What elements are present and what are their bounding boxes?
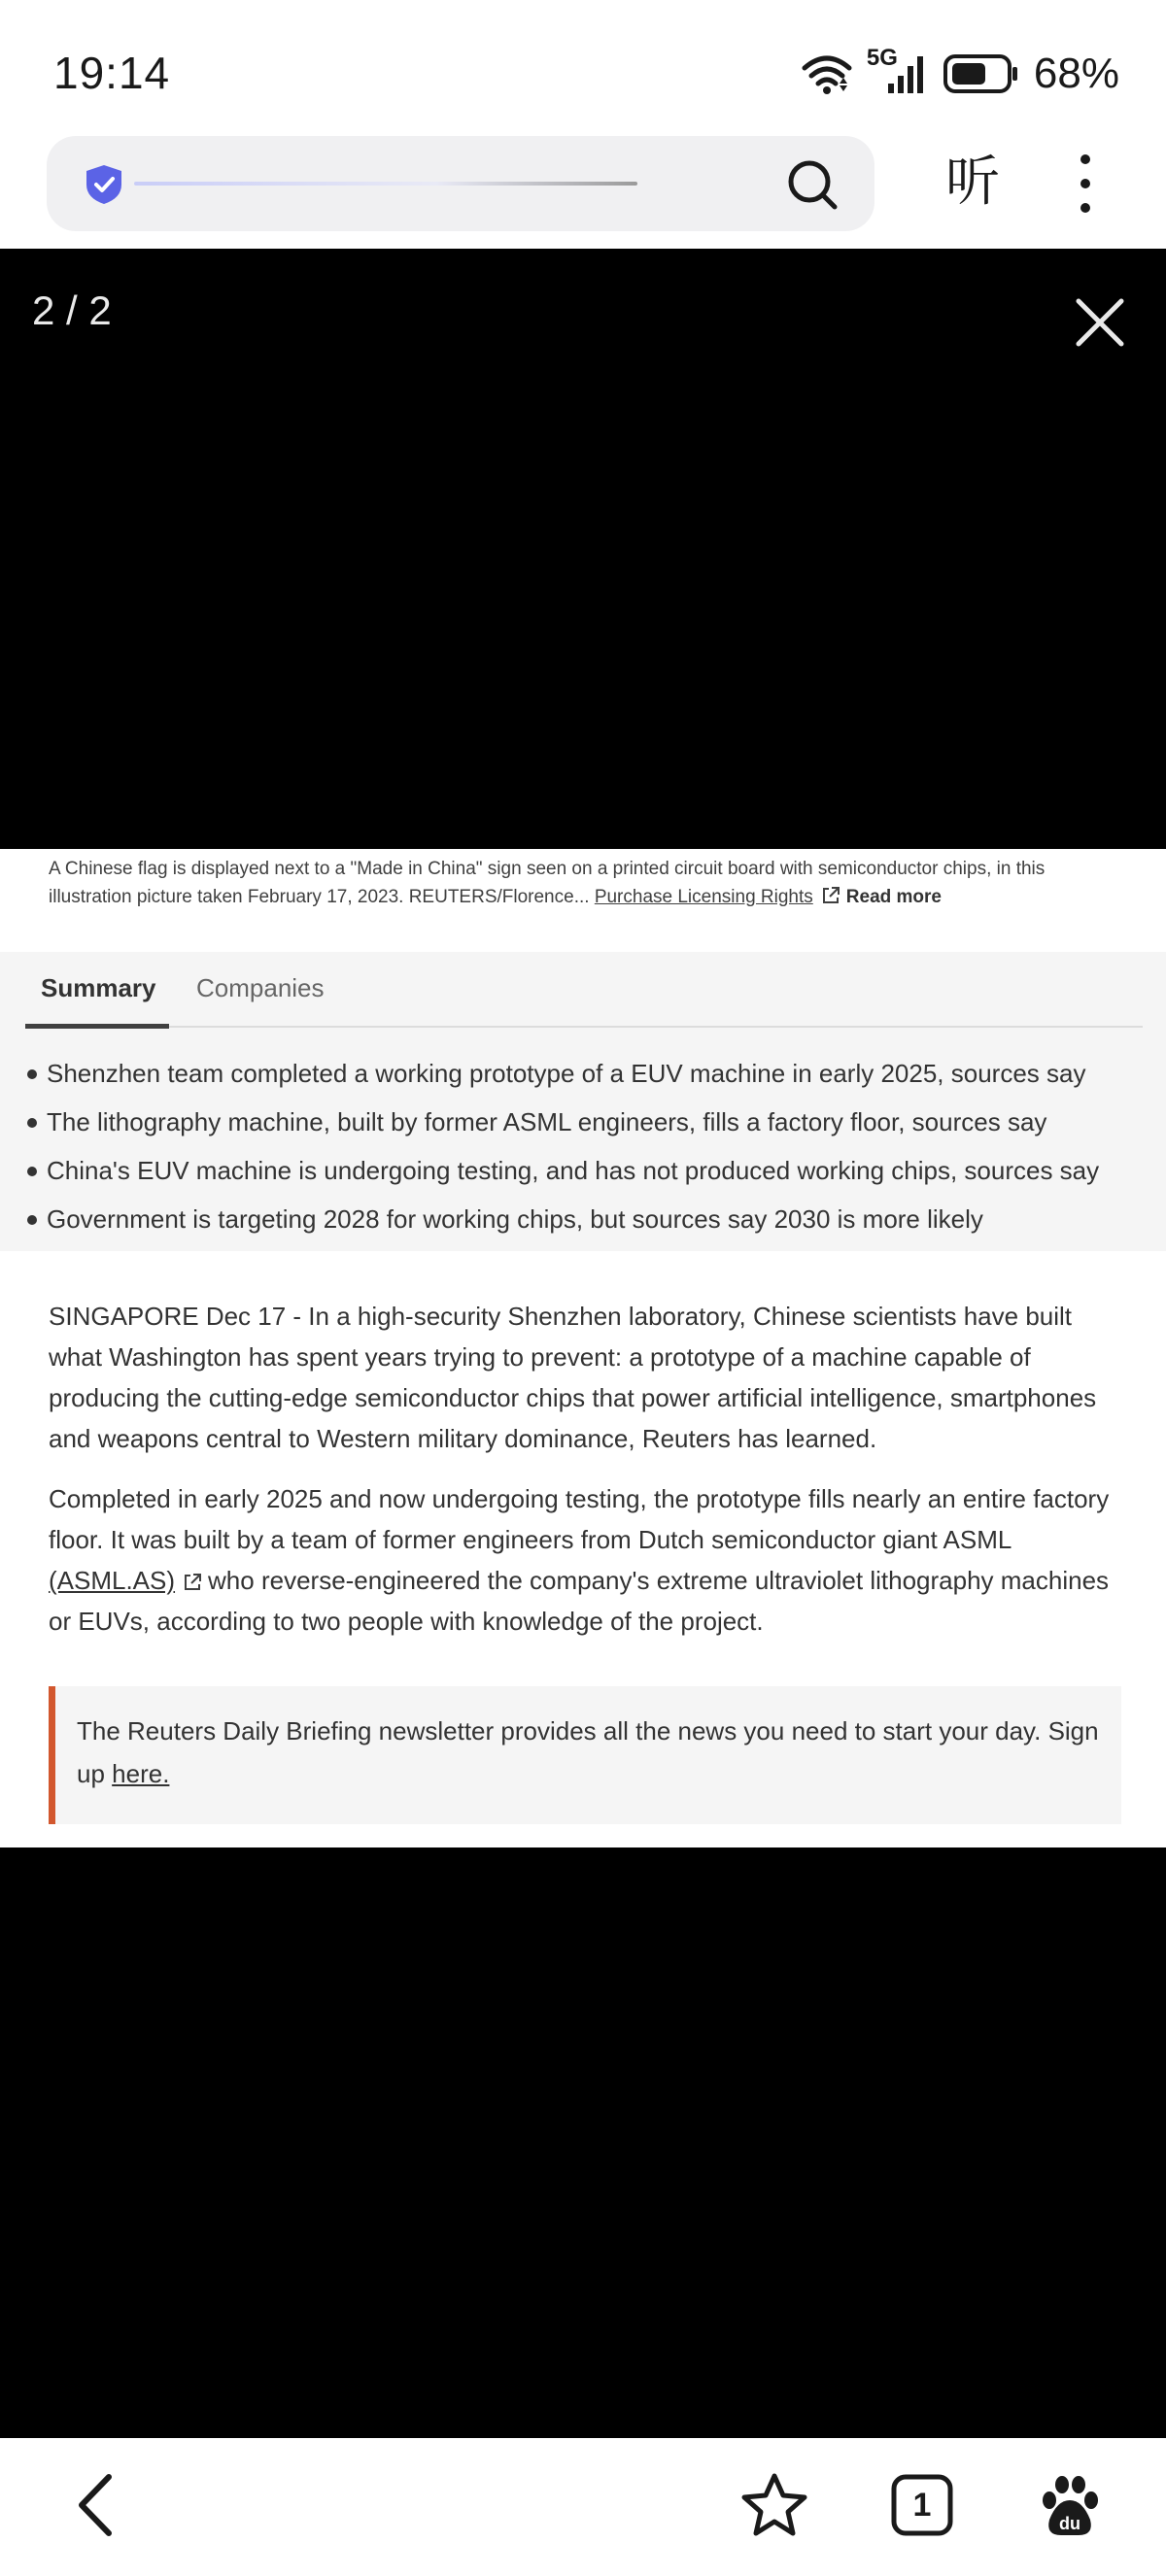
close-icon[interactable]	[1073, 295, 1127, 350]
status-icons	[801, 47, 1119, 101]
purchase-licensing-link[interactable]: Purchase Licensing Rights	[594, 887, 813, 907]
image-viewer[interactable]	[0, 249, 1166, 849]
more-options-icon[interactable]	[1067, 150, 1104, 218]
status-bar	[0, 0, 1166, 136]
back-icon[interactable]	[64, 2471, 132, 2539]
shield-icon[interactable]	[84, 163, 124, 206]
tab-summary[interactable]: Summary	[41, 973, 156, 1002]
summary-bullet: Shenzhen team completed a working prototype of a EUV machine in early 2025, sources say	[25, 1049, 1152, 1098]
bookmark-star-icon[interactable]	[740, 2471, 808, 2539]
search-icon[interactable]	[785, 157, 840, 212]
newsletter-message: The Reuters Daily Briefing newsletter provides all the news you need to start your day. Sign up	[77, 1716, 1099, 1788]
active-tab-indicator	[25, 1024, 169, 1029]
summary-bullet: China's EUV machine is undergoing testing, and has not produced working chips, sources say	[25, 1146, 1152, 1195]
newsletter-callout	[49, 1686, 1121, 1824]
status-time: 19:14	[53, 48, 171, 98]
image-viewer-backdrop[interactable]	[0, 1847, 1166, 2438]
article-content	[0, 849, 1166, 1847]
read-more-link[interactable]: Read more	[845, 887, 942, 907]
cellular-signal-icon	[866, 45, 929, 97]
baidu-paw-icon[interactable]	[1036, 2471, 1104, 2539]
network-type: 5G	[866, 45, 898, 71]
image-counter: 2 / 2	[32, 288, 112, 333]
address-bar[interactable]	[47, 136, 874, 231]
external-link-icon	[821, 886, 840, 905]
external-link-icon	[183, 1573, 202, 1592]
summary-panel	[0, 952, 1166, 1251]
listen-button[interactable]: 听	[945, 151, 1000, 212]
summary-tabs	[25, 952, 1143, 1028]
ticker-link[interactable]: (ASML.AS)	[49, 1566, 176, 1595]
paragraph-text: Completed in early 2025 and now undergoing testing, the prototype fills nearly an entire factory floor. It was built by a team of former engineers from Dutch semiconductor giant ASML	[49, 1484, 1110, 1554]
image-caption	[49, 855, 1127, 911]
tabs-button[interactable]	[888, 2471, 956, 2539]
battery-icon	[943, 52, 1020, 95]
svg-text:du: du	[1059, 2514, 1080, 2533]
paragraph-text: who reverse-engineered the company's extreme ultraviolet lithography machines or EUVs, according to two people with knowledge of the project.	[49, 1566, 1110, 1636]
tabs-count: 1	[912, 2487, 932, 2524]
wifi-icon	[801, 52, 853, 95]
loading-progress	[134, 182, 637, 186]
article-paragraph	[49, 1478, 1127, 1642]
summary-bullet: The lithography machine, built by former ASML engineers, fills a factory floor, sources say	[25, 1098, 1152, 1146]
newsletter-signup-link[interactable]: here.	[112, 1759, 170, 1788]
tab-companies[interactable]: Companies	[196, 973, 325, 1002]
battery-percentage: 68%	[1033, 50, 1119, 97]
newsletter-text	[77, 1710, 1107, 1795]
summary-bullets	[25, 1049, 1152, 1243]
summary-bullet: Government is targeting 2028 for working chips, but sources say 2030 is more likely	[25, 1195, 1152, 1243]
caption-text: A Chinese flag is displayed next to a "Made in China" sign seen on a printed circuit board with semiconductor chips, in this illustration picture taken February 17, 2023. REUTERS/Florence...	[49, 859, 1046, 907]
article-paragraph: SINGAPORE Dec 17 - In a high-security Shenzhen laboratory, Chinese scientists have built what Washington has spent years trying to prevent: a prototype of a machine capable of producing the cutting-edge semiconductor chips that power artificial intelligence, smartphones and weapons central to Western military dominance, Reuters has learned.	[49, 1302, 1097, 1453]
bottom-navigation	[0, 2438, 1166, 2576]
